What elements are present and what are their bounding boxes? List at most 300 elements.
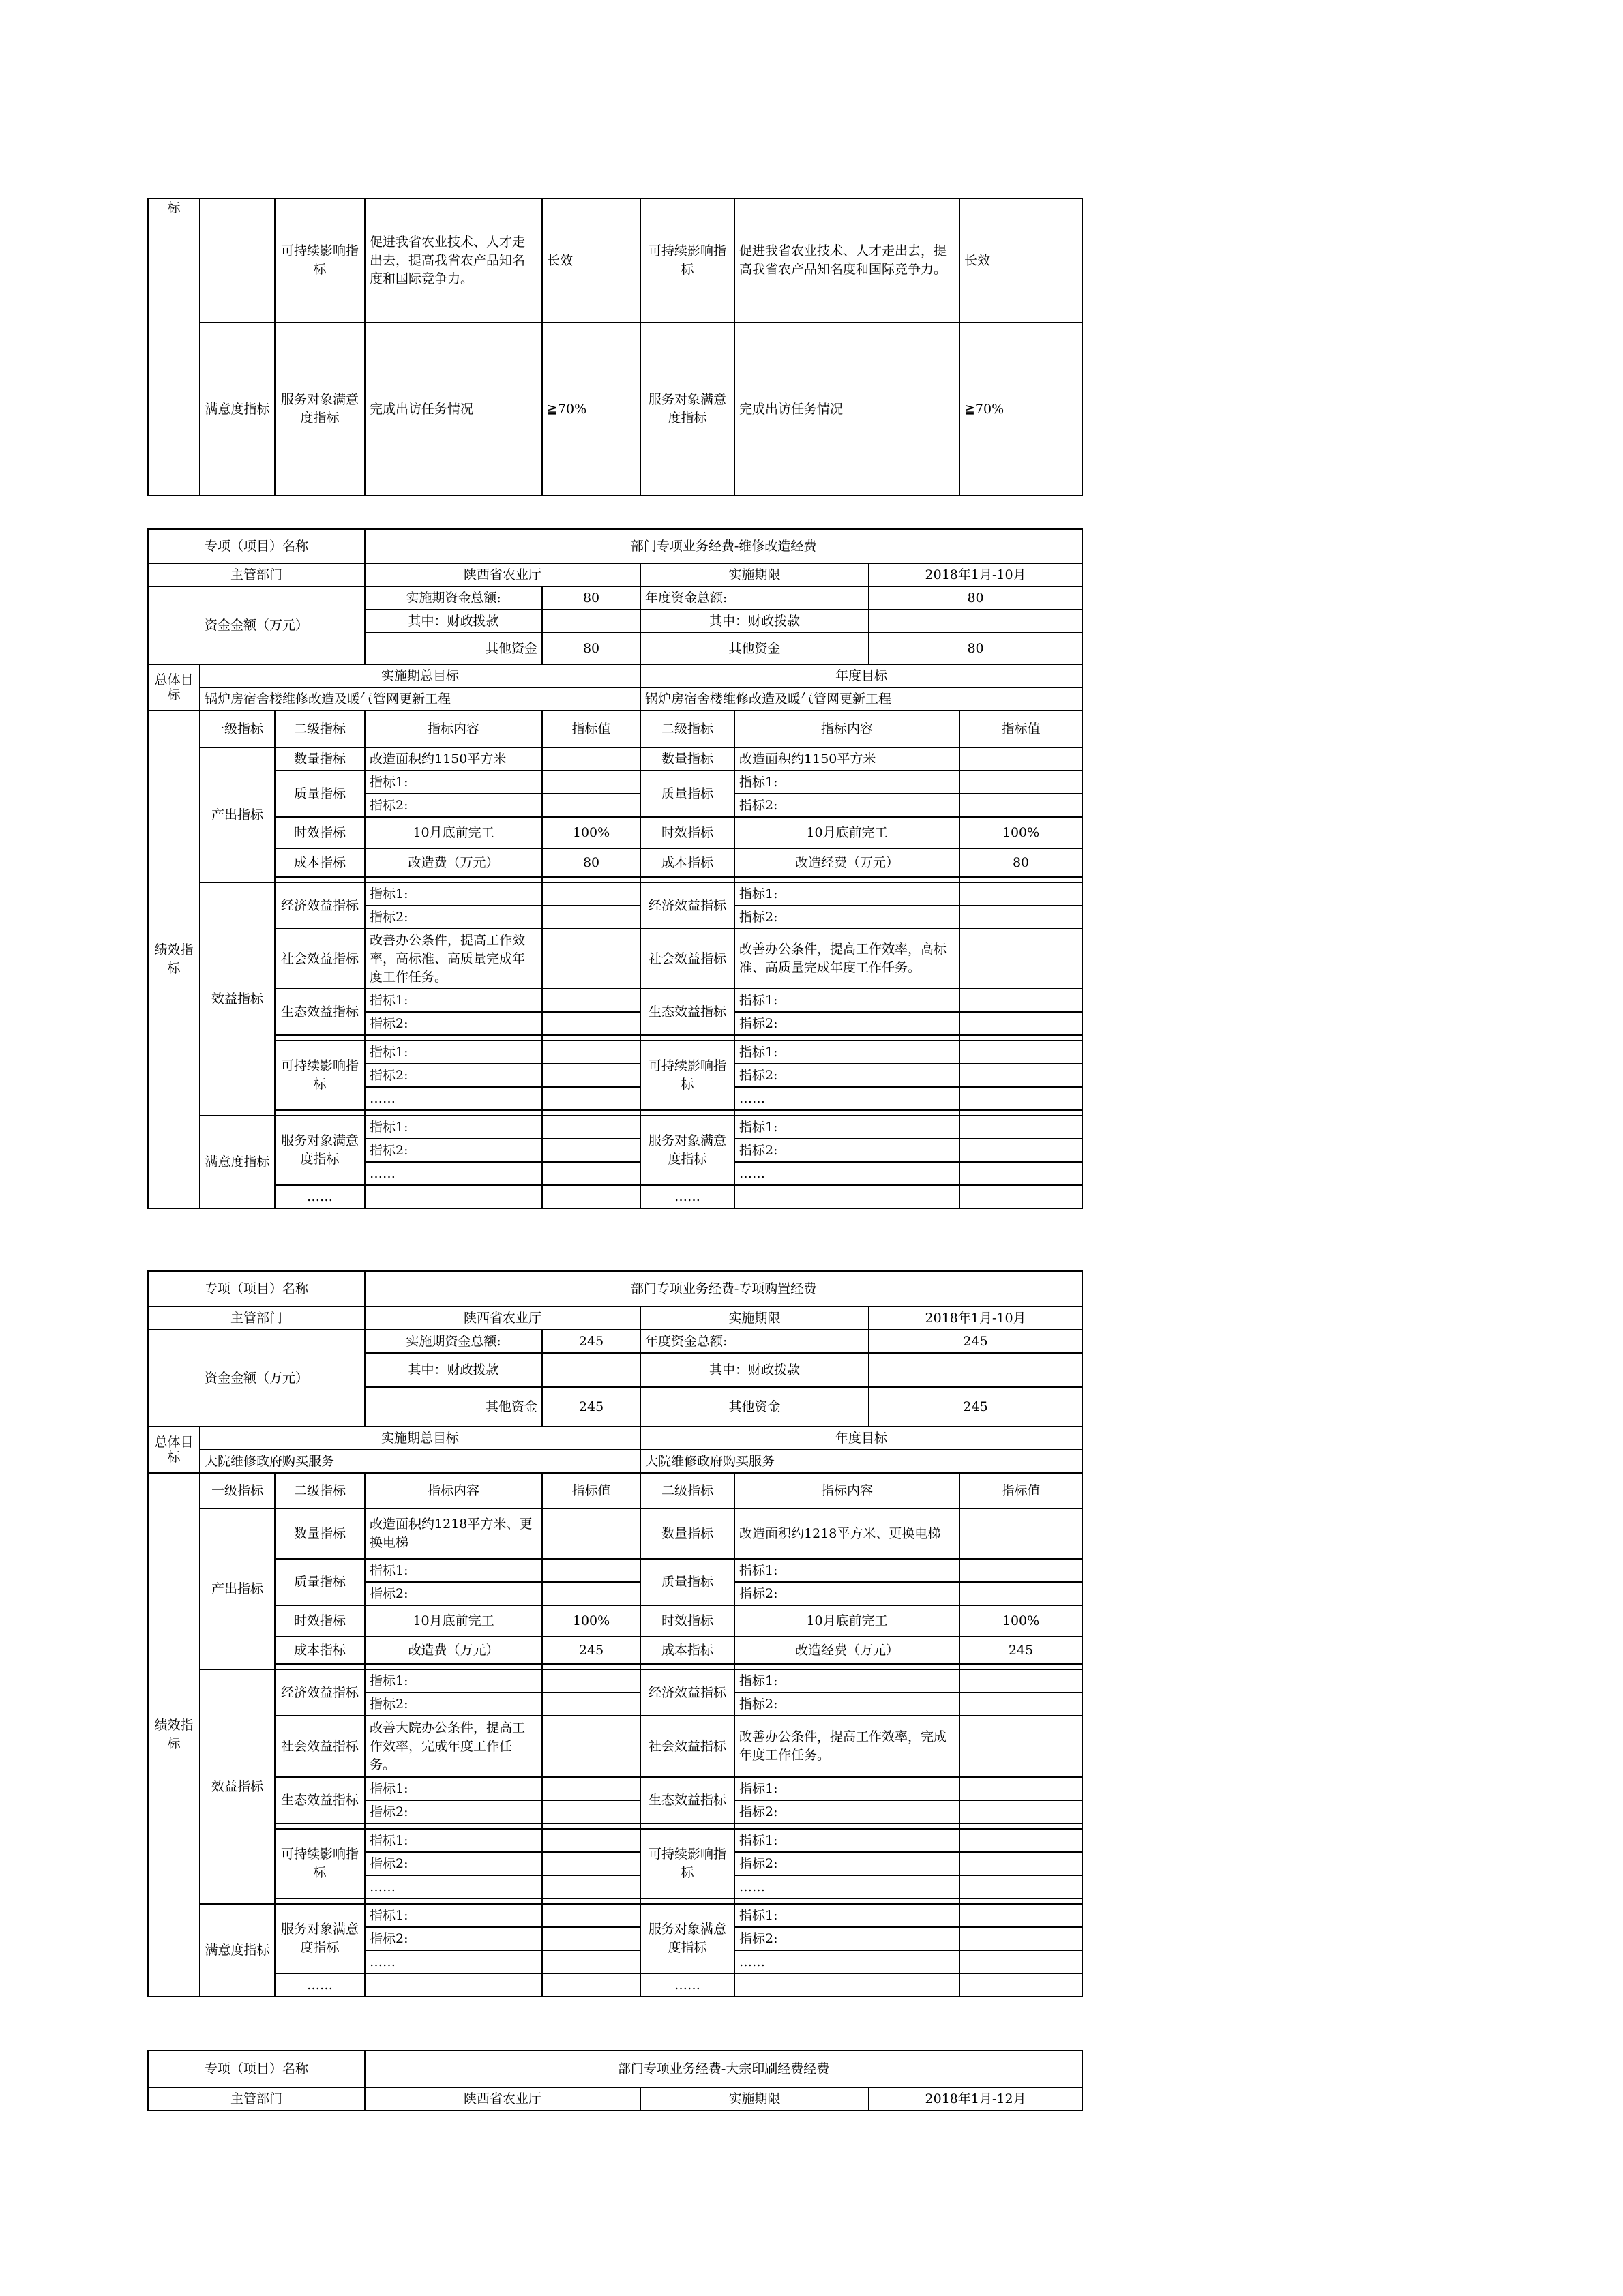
timeliness-label: 时效指标 [275, 817, 365, 848]
annual-sustain-ellipsis: …… [734, 1087, 959, 1110]
social-content: 改善办公条件，提高工作效率，高标准、高质量完成年度工作任务。 [365, 929, 542, 989]
annual-quality-label: 质量指标 [640, 771, 734, 817]
quality-ind1: 指标1: [365, 771, 542, 794]
annual-eco-label: 生态效益指标 [640, 989, 734, 1035]
perf-label: 绩效指标 [148, 1473, 200, 1997]
annual-social-content: 改善办公条件，提高工作效率，完成年度工作任务。 [734, 1716, 959, 1777]
spacer-cell [640, 1110, 734, 1116]
period-goal-label: 实施期总目标 [200, 1427, 640, 1450]
spacer-cell [365, 877, 542, 882]
annual-service-ind1-value [959, 1116, 1082, 1139]
annual-level2-label: 二级指标 [640, 711, 734, 747]
dept-label: 主管部门 [148, 563, 365, 586]
annual-value-label: 指标值 [959, 1473, 1082, 1508]
timeliness-label: 时效指标 [275, 1605, 365, 1637]
service-ind1: 指标1: [365, 1904, 542, 1927]
period-value: 2018年1月-10月 [869, 1307, 1082, 1330]
spacer-cell [640, 1898, 734, 1904]
quality-ind1-value [542, 1559, 640, 1582]
annual-social-value [959, 929, 1082, 989]
perf-label: 绩效指标 [148, 711, 200, 1208]
annual-timeliness-value: 100% [959, 1605, 1082, 1637]
quality-ind2: 指标2: [365, 1582, 542, 1605]
cost-value: 80 [542, 848, 640, 877]
sustain-ind1: 指标1: [365, 1041, 542, 1064]
annual-fiscal-label: 其中：财政拨款 [640, 610, 869, 633]
sustain-content: 促进我省农业技术、人才走出去，提高我省农产品知名度和国际竞争力。 [365, 198, 542, 323]
fiscal-value [542, 1353, 640, 1387]
eco-ind1-value [542, 989, 640, 1012]
dept-value: 陕西省农业厅 [365, 563, 640, 586]
period-goal: 大院维修政府购买服务 [200, 1450, 640, 1473]
project-name: 部门专项业务经费-专项购置经费 [365, 1271, 1082, 1307]
annual-service-content: 完成出访任务情况 [734, 323, 959, 496]
annual-economic-label: 经济效益指标 [640, 882, 734, 929]
annual-service-ind1-value [959, 1904, 1082, 1927]
project-name: 部门专项业务经费-大宗印刷经费经费 [365, 2051, 1082, 2087]
economic-ind2: 指标2: [365, 1693, 542, 1716]
dept-value: 陕西省农业厅 [365, 2087, 640, 2111]
annual-economic-ind2-value [959, 906, 1082, 929]
service-ind1-value [542, 1116, 640, 1139]
spacer-cell [542, 877, 640, 882]
cost-label: 成本指标 [275, 1637, 365, 1664]
economic-ind1: 指标1: [365, 1669, 542, 1693]
service-label: 服务对象满意度指标 [275, 1904, 365, 1973]
service-content: 完成出访任务情况 [365, 323, 542, 496]
annual-social-label: 社会效益指标 [640, 1716, 734, 1777]
annual-quality-ind1: 指标1: [734, 1559, 959, 1582]
annual-service-ind1: 指标1: [734, 1904, 959, 1927]
annual-funds-value: 80 [869, 586, 1082, 610]
sustain-value: 长效 [542, 198, 640, 323]
annual-quantity-value [959, 747, 1082, 771]
annual-value-label: 指标值 [959, 711, 1082, 747]
annual-sustain-ind2-value [959, 1064, 1082, 1087]
annual-satisfaction-ellipsis: …… [640, 1185, 734, 1208]
spacer-cell [275, 1664, 365, 1669]
annual-quantity-label: 数量指标 [640, 747, 734, 771]
service-ind1: 指标1: [365, 1116, 542, 1139]
annual-timeliness-label: 时效指标 [640, 817, 734, 848]
economic-label: 经济效益指标 [275, 1669, 365, 1716]
content-label: 指标内容 [365, 1473, 542, 1508]
annual-quality-ind1-value [959, 771, 1082, 794]
output-label: 产出指标 [200, 747, 275, 882]
annual-social-label: 社会效益指标 [640, 929, 734, 989]
sustain-ind2-value [542, 1852, 640, 1875]
cost-content: 改造费（万元） [365, 1637, 542, 1664]
sustain-label: 可持续影响指标 [275, 1041, 365, 1110]
annual-sustain-label: 可持续影响指标 [640, 1829, 734, 1898]
annual-service-ind2: 指标2: [734, 1927, 959, 1950]
fiscal-value [542, 610, 640, 633]
annual-service-ellipsis: …… [734, 1162, 959, 1185]
level1-label: 一级指标 [200, 711, 275, 747]
annual-satisfaction-blank [734, 1185, 959, 1208]
cost-label: 成本指标 [275, 848, 365, 877]
spacer-cell [365, 1898, 542, 1904]
annual-satisfaction-ellipsis: …… [640, 1973, 734, 1997]
annual-fiscal-value [869, 610, 1082, 633]
annual-timeliness-content: 10月底前完工 [734, 1605, 959, 1637]
annual-other-value: 245 [869, 1387, 1082, 1427]
annual-goal: 大院维修政府购买服务 [640, 1450, 1082, 1473]
output-label: 产出指标 [200, 1508, 275, 1669]
annual-economic-ind1: 指标1: [734, 882, 959, 906]
content-label: 指标内容 [365, 711, 542, 747]
annual-content-label: 指标内容 [734, 1473, 959, 1508]
overall-goal-label: 总体目标 [148, 1427, 200, 1473]
satisfaction-label: 满意度指标 [200, 1116, 275, 1208]
quality-label: 质量指标 [275, 771, 365, 817]
sustain-label: 可持续影响指标 [275, 1829, 365, 1898]
spacer-cell [542, 1035, 640, 1041]
annual-sustain-content: 促进我省农业技术、人才走出去，提高我省农产品知名度和国际竞争力。 [734, 198, 959, 323]
annual-economic-ind1: 指标1: [734, 1669, 959, 1693]
annual-quality-label: 质量指标 [640, 1559, 734, 1605]
eco-ind1: 指标1: [365, 989, 542, 1012]
period-goal-label: 实施期总目标 [200, 664, 640, 687]
service-ind2: 指标2: [365, 1139, 542, 1162]
spacer-cell [734, 1664, 959, 1669]
project-name-label: 专项（项目）名称 [148, 1271, 365, 1307]
dept-label: 主管部门 [148, 1307, 365, 1330]
quality-ind1: 指标1: [365, 1559, 542, 1582]
annual-service-label: 服务对象满意度指标 [640, 1116, 734, 1185]
table-top-continuation [147, 198, 1083, 496]
project-name: 部门专项业务经费-维修改造经费 [365, 529, 1082, 563]
blank-cell [200, 198, 275, 323]
period-label: 实施期限 [640, 563, 869, 586]
service-ellipsis-value [542, 1162, 640, 1185]
annual-timeliness-value: 100% [959, 817, 1082, 848]
annual-goal-label: 年度目标 [640, 664, 1082, 687]
service-label: 服务对象满意度指标 [275, 1116, 365, 1185]
economic-ind2: 指标2: [365, 906, 542, 929]
annual-sustain-ind1-value [959, 1041, 1082, 1064]
eco-ind2: 指标2: [365, 1012, 542, 1035]
annual-cost-value: 80 [959, 848, 1082, 877]
sustain-ind1-value [542, 1041, 640, 1064]
annual-sustain-ind2: 指标2: [734, 1064, 959, 1087]
quality-ind2-value [542, 794, 640, 817]
annual-quantity-label: 数量指标 [640, 1508, 734, 1559]
cost-value: 245 [542, 1637, 640, 1664]
service-ind2-value [542, 1139, 640, 1162]
spacer-cell [275, 1823, 365, 1829]
annual-other-label: 其他资金 [640, 633, 869, 664]
annual-quality-ind2-value [959, 1582, 1082, 1605]
annual-quantity-value [959, 1508, 1082, 1559]
other-funds-label: 其他资金 [365, 1387, 542, 1427]
annual-other-value: 80 [869, 633, 1082, 664]
annual-quality-ind1: 指标1: [734, 771, 959, 794]
benefit-label: 效益指标 [200, 1669, 275, 1904]
period-goal: 锅炉房宿舍楼维修改造及暖气管网更新工程 [200, 687, 640, 711]
annual-eco-ind2: 指标2: [734, 1012, 959, 1035]
quantity-label: 数量指标 [275, 747, 365, 771]
annual-service-ellipsis-value [959, 1950, 1082, 1973]
level1-label: 一级指标 [200, 1473, 275, 1508]
value-label: 指标值 [542, 711, 640, 747]
annual-content-label: 指标内容 [734, 711, 959, 747]
eco-ind1: 指标1: [365, 1777, 542, 1800]
spacer-cell [959, 1898, 1082, 1904]
sustain-label: 可持续影响指标 [275, 198, 365, 323]
quality-ind2: 指标2: [365, 794, 542, 817]
total-funds-value: 245 [542, 1330, 640, 1353]
spacer-cell [734, 1823, 959, 1829]
fiscal-label: 其中：财政拨款 [365, 1353, 542, 1387]
annual-social-content: 改善办公条件，提高工作效率，高标准、高质量完成年度工作任务。 [734, 929, 959, 989]
annual-sustain-label: 可持续影响指标 [640, 1041, 734, 1110]
annual-cost-label: 成本指标 [640, 848, 734, 877]
period-label: 实施期限 [640, 2087, 869, 2111]
social-content: 改善大院办公条件，提高工作效率，完成年度工作任务。 [365, 1716, 542, 1777]
annual-fiscal-label: 其中：财政拨款 [640, 1353, 869, 1387]
annual-timeliness-label: 时效指标 [640, 1605, 734, 1637]
quantity-value [542, 1508, 640, 1559]
other-funds-value: 80 [542, 633, 640, 664]
annual-cost-content: 改造经费（万元） [734, 1637, 959, 1664]
period-value: 2018年1月-12月 [869, 2087, 1082, 2111]
quality-label: 质量指标 [275, 1559, 365, 1605]
annual-satisfaction-blank-value [959, 1973, 1082, 1997]
table-project-1 [147, 528, 1083, 1209]
spacer-cell [959, 1823, 1082, 1829]
economic-ind1-value [542, 1669, 640, 1693]
table-project-2 [147, 1270, 1083, 1997]
perf-label-fragment: 标 [148, 198, 200, 496]
social-label: 社会效益指标 [275, 929, 365, 989]
spacer-cell [734, 877, 959, 882]
overall-goal-label: 总体目标 [148, 664, 200, 711]
quantity-label: 数量指标 [275, 1508, 365, 1559]
annual-economic-ind2: 指标2: [734, 1693, 959, 1716]
annual-eco-ind2-value [959, 1800, 1082, 1823]
annual-economic-ind2-value [959, 1693, 1082, 1716]
level2-label: 二级指标 [275, 1473, 365, 1508]
annual-sustain-ellipsis-value [959, 1875, 1082, 1898]
annual-eco-ind1: 指标1: [734, 1777, 959, 1800]
timeliness-content: 10月底前完工 [365, 1605, 542, 1637]
sustain-ellipsis-value [542, 1875, 640, 1898]
service-ind2: 指标2: [365, 1927, 542, 1950]
annual-sustain-ind1: 指标1: [734, 1041, 959, 1064]
satisfaction-blank-value [542, 1185, 640, 1208]
sustain-ellipsis: …… [365, 1875, 542, 1898]
annual-funds-value: 245 [869, 1330, 1082, 1353]
eco-ind2-value [542, 1012, 640, 1035]
annual-timeliness-content: 10月底前完工 [734, 817, 959, 848]
annual-satisfaction-blank-value [959, 1185, 1082, 1208]
sustain-ellipsis: …… [365, 1087, 542, 1110]
spacer-cell [959, 1110, 1082, 1116]
annual-service-label: 服务对象满意度指标 [640, 1904, 734, 1973]
satisfaction-label: 满意度指标 [200, 1904, 275, 1997]
annual-sustain-ellipsis-value [959, 1087, 1082, 1110]
annual-sustain-label: 可持续影响指标 [640, 198, 734, 323]
funds-label: 资金金额（万元） [148, 1330, 365, 1427]
annual-eco-ind2: 指标2: [734, 1800, 959, 1823]
spacer-cell [640, 1664, 734, 1669]
economic-ind1-value [542, 882, 640, 906]
eco-ind2: 指标2: [365, 1800, 542, 1823]
annual-funds-label: 年度资金总额: [640, 586, 869, 610]
annual-service-ind2-value [959, 1927, 1082, 1950]
fiscal-label: 其中：财政拨款 [365, 610, 542, 633]
annual-cost-value: 245 [959, 1637, 1082, 1664]
timeliness-value: 100% [542, 817, 640, 848]
spacer-cell [640, 1035, 734, 1041]
annual-quality-ind2-value [959, 794, 1082, 817]
spacer-cell [959, 1035, 1082, 1041]
annual-service-ind1: 指标1: [734, 1116, 959, 1139]
service-ellipsis: …… [365, 1162, 542, 1185]
total-funds-label: 实施期资金总额: [365, 586, 542, 610]
eco-ind1-value [542, 1777, 640, 1800]
sustain-ind2-value [542, 1064, 640, 1087]
total-funds-value: 80 [542, 586, 640, 610]
annual-sustain-ind1-value [959, 1829, 1082, 1852]
annual-quality-ind2: 指标2: [734, 1582, 959, 1605]
funds-label: 资金金额（万元） [148, 586, 365, 664]
quantity-content: 改造面积约1218平方米、更换电梯 [365, 1508, 542, 1559]
satisfaction-ellipsis: …… [275, 1973, 365, 1997]
satisfaction-label: 满意度指标 [200, 323, 275, 496]
spacer-cell [275, 1110, 365, 1116]
spacer-cell [734, 1035, 959, 1041]
annual-eco-label: 生态效益指标 [640, 1777, 734, 1823]
annual-satisfaction-blank [734, 1973, 959, 1997]
social-value [542, 1716, 640, 1777]
table-project-3 [147, 2050, 1083, 2111]
eco-label: 生态效益指标 [275, 1777, 365, 1823]
quantity-value [542, 747, 640, 771]
annual-sustain-ellipsis: …… [734, 1875, 959, 1898]
satisfaction-blank-value [542, 1973, 640, 1997]
annual-service-ind2: 指标2: [734, 1139, 959, 1162]
annual-quality-ind2: 指标2: [734, 794, 959, 817]
spacer-cell [734, 1110, 959, 1116]
economic-ind2-value [542, 1693, 640, 1716]
social-label: 社会效益指标 [275, 1716, 365, 1777]
annual-eco-ind1-value [959, 989, 1082, 1012]
spacer-cell [275, 1035, 365, 1041]
annual-cost-label: 成本指标 [640, 1637, 734, 1664]
cost-content: 改造费（万元） [365, 848, 542, 877]
satisfaction-blank [365, 1185, 542, 1208]
service-ellipsis: …… [365, 1950, 542, 1973]
timeliness-content: 10月底前完工 [365, 817, 542, 848]
annual-sustain-ind1: 指标1: [734, 1829, 959, 1852]
annual-economic-label: 经济效益指标 [640, 1669, 734, 1716]
spacer-cell [640, 877, 734, 882]
period-label: 实施期限 [640, 1307, 869, 1330]
quality-ind2-value [542, 1582, 640, 1605]
service-ind1-value [542, 1904, 640, 1927]
annual-sustain-value: 长效 [959, 198, 1082, 323]
value-label: 指标值 [542, 1473, 640, 1508]
sustain-ind2: 指标2: [365, 1852, 542, 1875]
period-value: 2018年1月-10月 [869, 563, 1082, 586]
sustain-ind1-value [542, 1829, 640, 1852]
social-value [542, 929, 640, 989]
sustain-ellipsis-value [542, 1087, 640, 1110]
spacer-cell [640, 1823, 734, 1829]
spacer-cell [275, 877, 365, 882]
project-name-label: 专项（项目）名称 [148, 529, 365, 563]
annual-service-label: 服务对象满意度指标 [640, 323, 734, 496]
annual-eco-ind1-value [959, 1777, 1082, 1800]
spacer-cell [542, 1664, 640, 1669]
economic-label: 经济效益指标 [275, 882, 365, 929]
dept-label: 主管部门 [148, 2087, 365, 2111]
spacer-cell [365, 1664, 542, 1669]
benefit-label: 效益指标 [200, 882, 275, 1116]
satisfaction-ellipsis: …… [275, 1185, 365, 1208]
sustain-ind1: 指标1: [365, 1829, 542, 1852]
spacer-cell [542, 1898, 640, 1904]
spacer-cell [542, 1110, 640, 1116]
annual-funds-label: 年度资金总额: [640, 1330, 869, 1353]
economic-ind1: 指标1: [365, 882, 542, 906]
level2-label: 二级指标 [275, 711, 365, 747]
service-value: ≧70% [542, 323, 640, 496]
annual-service-ellipsis-value [959, 1162, 1082, 1185]
eco-ind2-value [542, 1800, 640, 1823]
other-funds-value: 245 [542, 1387, 640, 1427]
annual-goal: 锅炉房宿舍楼维修改造及暖气管网更新工程 [640, 687, 1082, 711]
service-ind2-value [542, 1927, 640, 1950]
eco-label: 生态效益指标 [275, 989, 365, 1035]
spacer-cell [275, 1898, 365, 1904]
total-funds-label: 实施期资金总额: [365, 1330, 542, 1353]
annual-service-value: ≧70% [959, 323, 1082, 496]
spacer-cell [365, 1823, 542, 1829]
annual-service-ind2-value [959, 1139, 1082, 1162]
annual-quantity-content: 改造面积约1150平方米 [734, 747, 959, 771]
sustain-ind2: 指标2: [365, 1064, 542, 1087]
annual-cost-content: 改造经费（万元） [734, 848, 959, 877]
spacer-cell [365, 1035, 542, 1041]
annual-economic-ind1-value [959, 882, 1082, 906]
spacer-cell [542, 1823, 640, 1829]
service-label: 服务对象满意度指标 [275, 323, 365, 496]
annual-fiscal-value [869, 1353, 1082, 1387]
annual-service-ellipsis: …… [734, 1950, 959, 1973]
dept-value: 陕西省农业厅 [365, 1307, 640, 1330]
annual-economic-ind2: 指标2: [734, 906, 959, 929]
annual-sustain-ind2: 指标2: [734, 1852, 959, 1875]
annual-eco-ind2-value [959, 1012, 1082, 1035]
spacer-cell [959, 877, 1082, 882]
quantity-content: 改造面积约1150平方米 [365, 747, 542, 771]
annual-sustain-ind2-value [959, 1852, 1082, 1875]
other-funds-label: 其他资金 [365, 633, 542, 664]
economic-ind2-value [542, 906, 640, 929]
satisfaction-blank [365, 1973, 542, 1997]
annual-eco-ind1: 指标1: [734, 989, 959, 1012]
annual-other-label: 其他资金 [640, 1387, 869, 1427]
annual-social-value [959, 1716, 1082, 1777]
timeliness-value: 100% [542, 1605, 640, 1637]
annual-goal-label: 年度目标 [640, 1427, 1082, 1450]
service-ellipsis-value [542, 1950, 640, 1973]
annual-economic-ind1-value [959, 1669, 1082, 1693]
project-name-label: 专项（项目）名称 [148, 2051, 365, 2087]
